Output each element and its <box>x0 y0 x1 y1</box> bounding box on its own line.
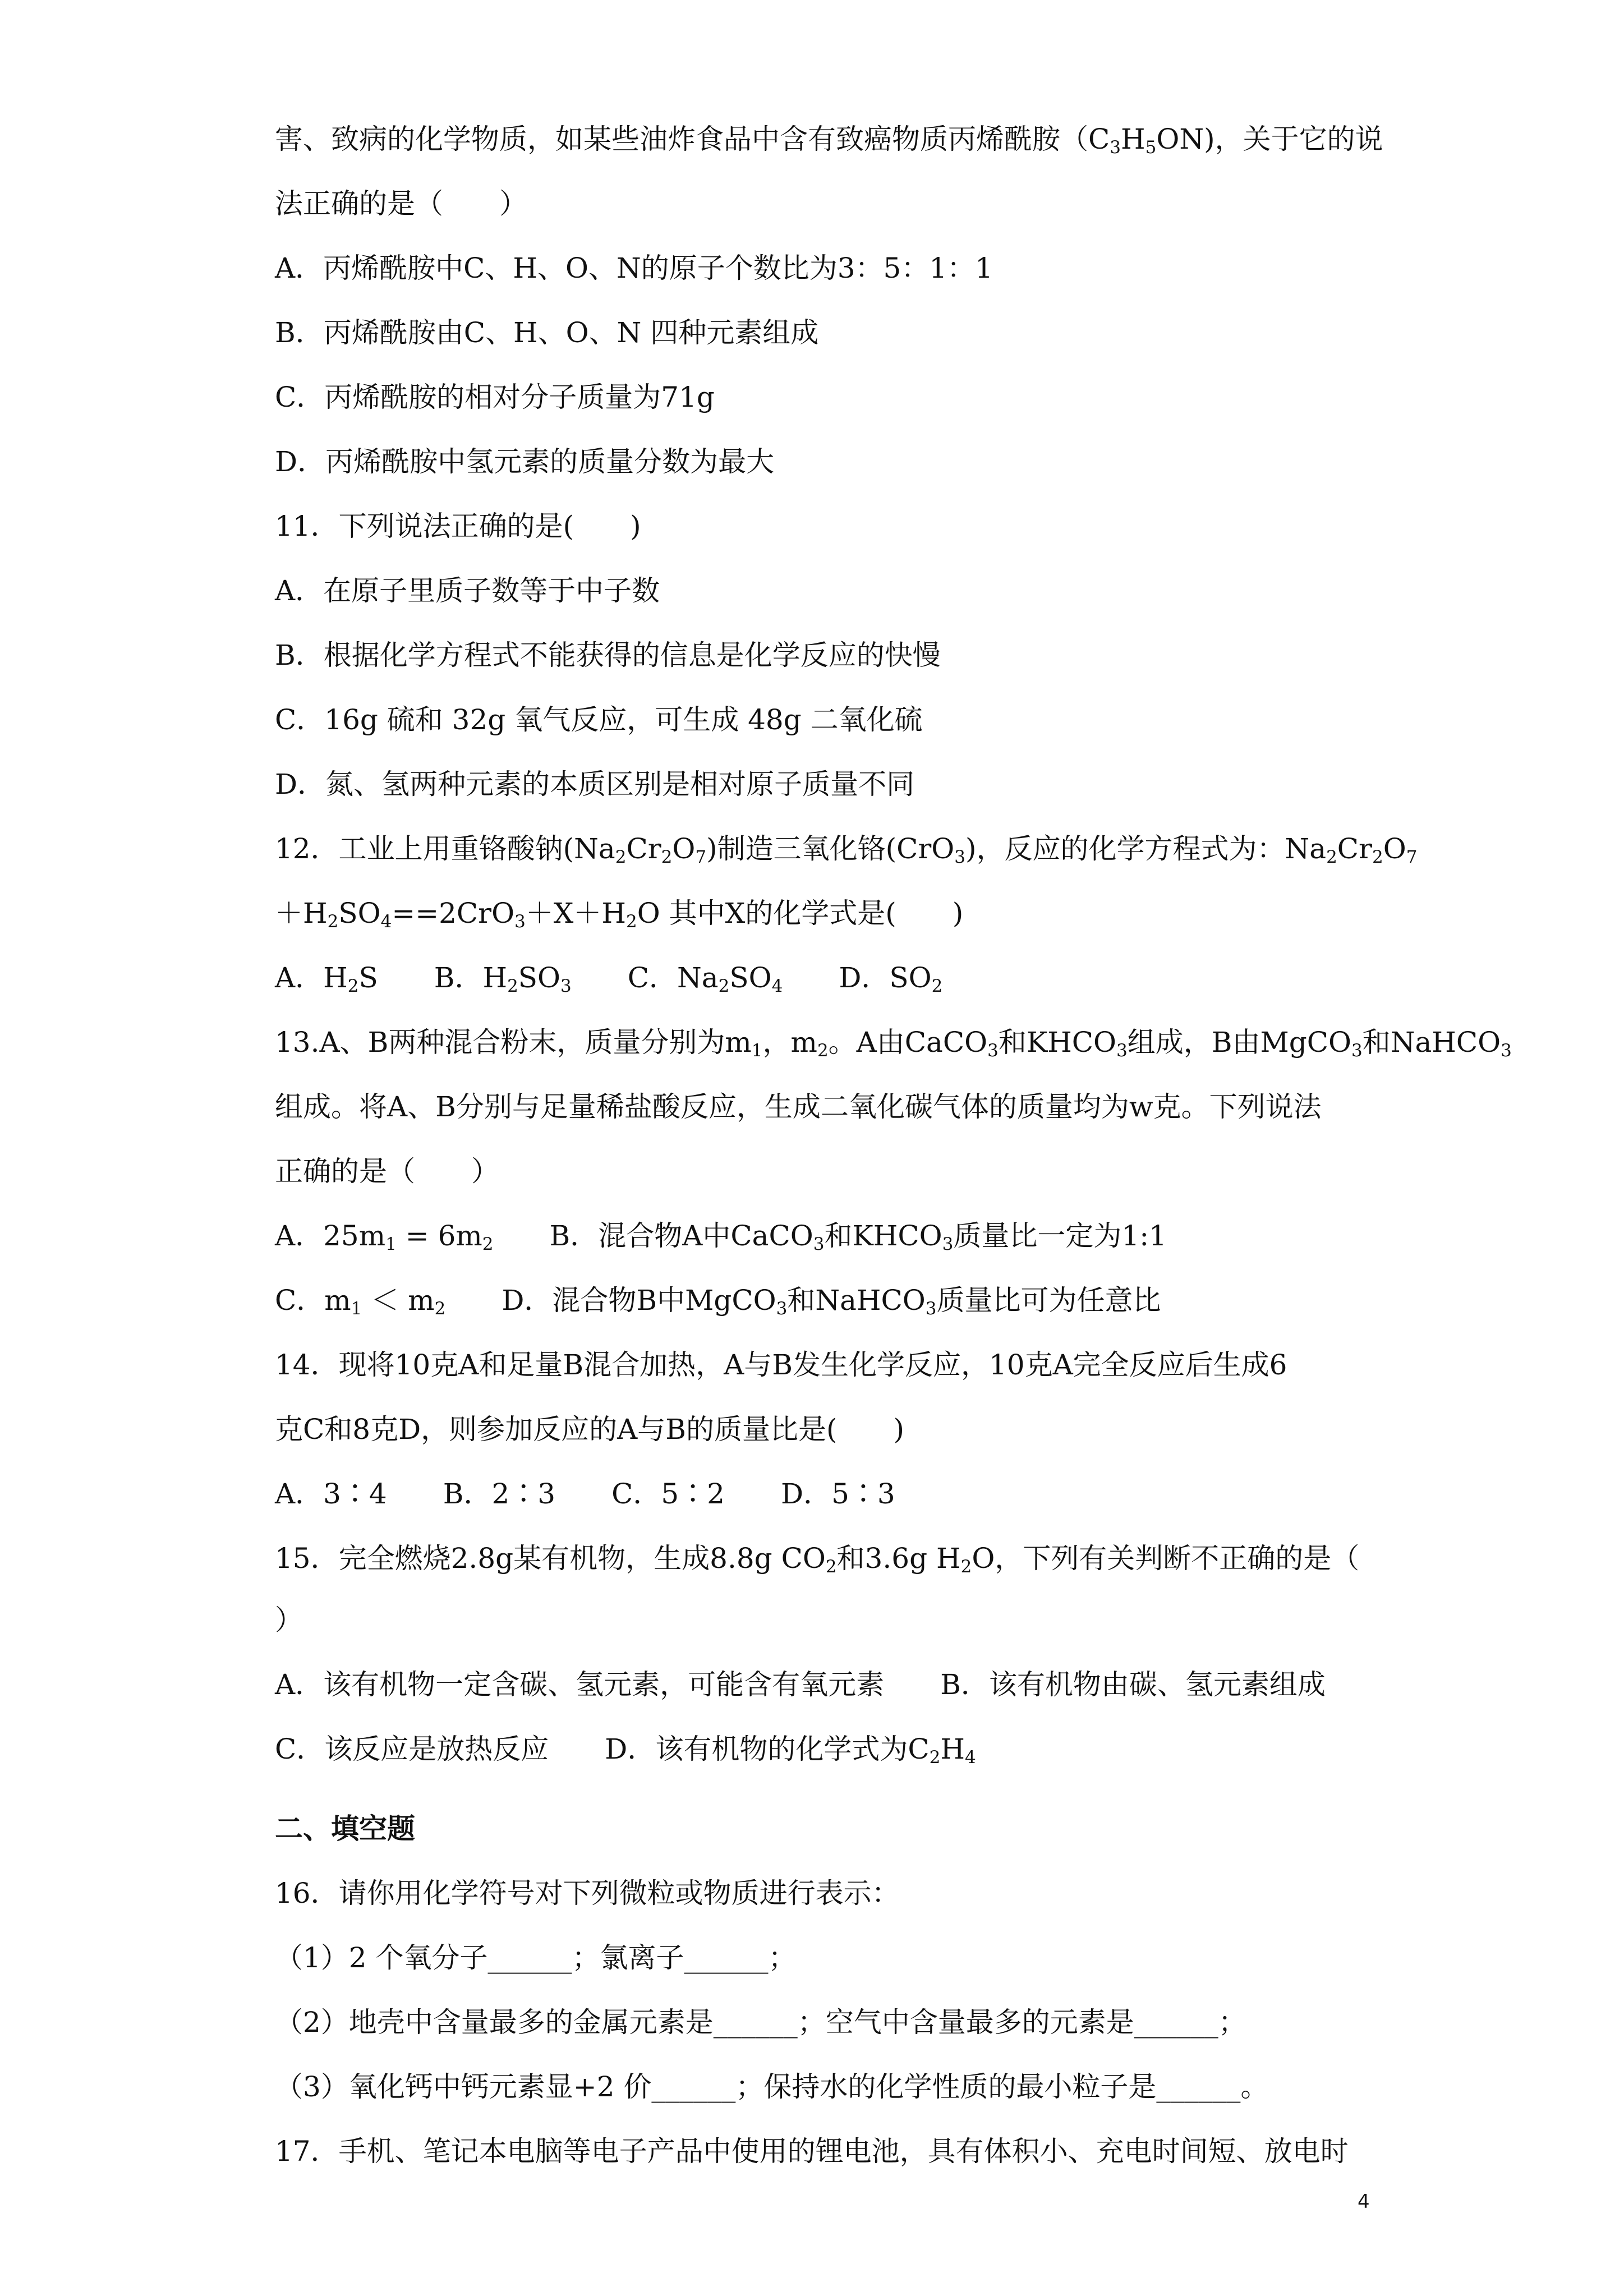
q10-option-a: A．丙烯酰胺中C、H、O、N的原子个数比为3：5：1：1 <box>275 252 993 284</box>
q11-option-c: C．16g 硫和 32g 氧气反应，可生成 48g 二氧化硫 <box>275 703 923 736</box>
q11-option-a: A．在原子里质子数等于中子数 <box>275 574 660 607</box>
q16-part2: （2）地壳中含量最多的金属元素是______；空气中含量最多的元素是______； <box>275 2006 1246 2039</box>
q14-stem-line1: 14．现将10克A和足量B混合加热，A与B发生化学反应，10克A完全反应后生成6 <box>275 1349 1287 1381</box>
q10-stem-line2: 法正确的是（ ） <box>275 187 527 220</box>
q11-option-b: B．根据化学方程式不能获得的信息是化学反应的快慢 <box>275 639 941 671</box>
q12-stem-line1: 12．工业上用重铬酸钠$(Na_2Cr_2O_7)$制造三氧化铬(CrO$_3$)，反应的化学方程式为：$Na_2Cr_2O_7$ <box>275 832 1418 867</box>
q15-stem-line1: 15．完全燃烧2.8g某有机物，生成8.8g $CO_2$和3.6g $H_2O$，下列有关判断不正确的是（ <box>275 1542 1360 1577</box>
q16-part3: （3）氧化钙中钙元素显+2 价______；保持水的化学性质的最小粒子是______。 <box>275 2070 1269 2103</box>
page-number: 4 <box>1358 2191 1370 2213</box>
q14-options: A．3∶4 B．2∶3 C．5∶2 D．5∶3 <box>275 1478 895 1510</box>
q13-options-ab: A．$25m_1 = 6m_2$ B．混合物A中CaCO$_3$和$KHCO_3$质量比一定为1:1 <box>275 1220 1167 1254</box>
q13-options-cd: C．$m_1 < m_2$ D．混合物B中MgCO$_3$和NaHCO$_3$质量比可为任意比 <box>275 1284 1161 1319</box>
section-heading: 二、填空题 <box>275 1812 415 1845</box>
q15-options-ab: A．该有机物一定含碳、氢元素，可能含有氧元素 B．该有机物由碳、氢元素组成 <box>275 1668 1326 1701</box>
q13-stem-line1: 13.A、B两种混合粉末，质量分别为$m_1$，$m_2$。A由CaCO$_3$和$KHCO_3$组成，B由MgCO$_3$和NaHCO$_3$ <box>275 1026 1512 1061</box>
q10-option-d: D．丙烯酰胺中氢元素的质量分数为最大 <box>275 445 775 478</box>
q10-stem-line1: 害、致病的化学物质，如某些油炸食品中含有致癌物质丙烯酰胺$(C_3H_5ON)$，关于它的说 <box>275 123 1383 158</box>
q13-stem-line2: 组成。将A、B分别与足量稀盐酸反应，生成二氧化碳气体的质量均为w克。下列说法 <box>275 1091 1322 1123</box>
q11-stem: 11．下列说法正确的是( ) <box>275 510 641 542</box>
q12-options: A．$H_2S$ B．$H_2SO_3$ C．$Na_2SO_4$ D．$SO_2$ <box>275 961 943 996</box>
q16-stem: 16．请你用化学符号对下列微粒或物质进行表示： <box>275 1877 900 1910</box>
q15-options-cd: C．该反应是放热反应 D．该有机物的化学式为$C_2H_4$ <box>275 1733 976 1768</box>
q10-option-b: B．丙烯酰胺由C、H、O、N 四种元素组成 <box>275 316 819 349</box>
q11-option-d: D．氮、氢两种元素的本质区别是相对原子质量不同 <box>275 768 915 800</box>
q13-stem-line3: 正确的是（ ） <box>275 1155 499 1188</box>
q14-stem-line2: 克C和8克D，则参加反应的A与B的质量比是( ) <box>275 1413 905 1446</box>
q15-stem-line2: ） <box>275 1604 303 1636</box>
q12-stem-line2: $+H_2SO_4==2CrO_3+X+H_2O$ 其中X的化学式是( ) <box>275 897 964 932</box>
q17-stem-line1: 17．手机、笔记本电脑等电子产品中使用的锂电池，具有体积小、充电时间短、放电时 <box>275 2135 1349 2168</box>
q10-option-c: C．丙烯酰胺的相对分子质量为71g <box>275 381 715 413</box>
q16-part1: （1）2 个氧分子______；氯离子______； <box>275 1941 797 1974</box>
